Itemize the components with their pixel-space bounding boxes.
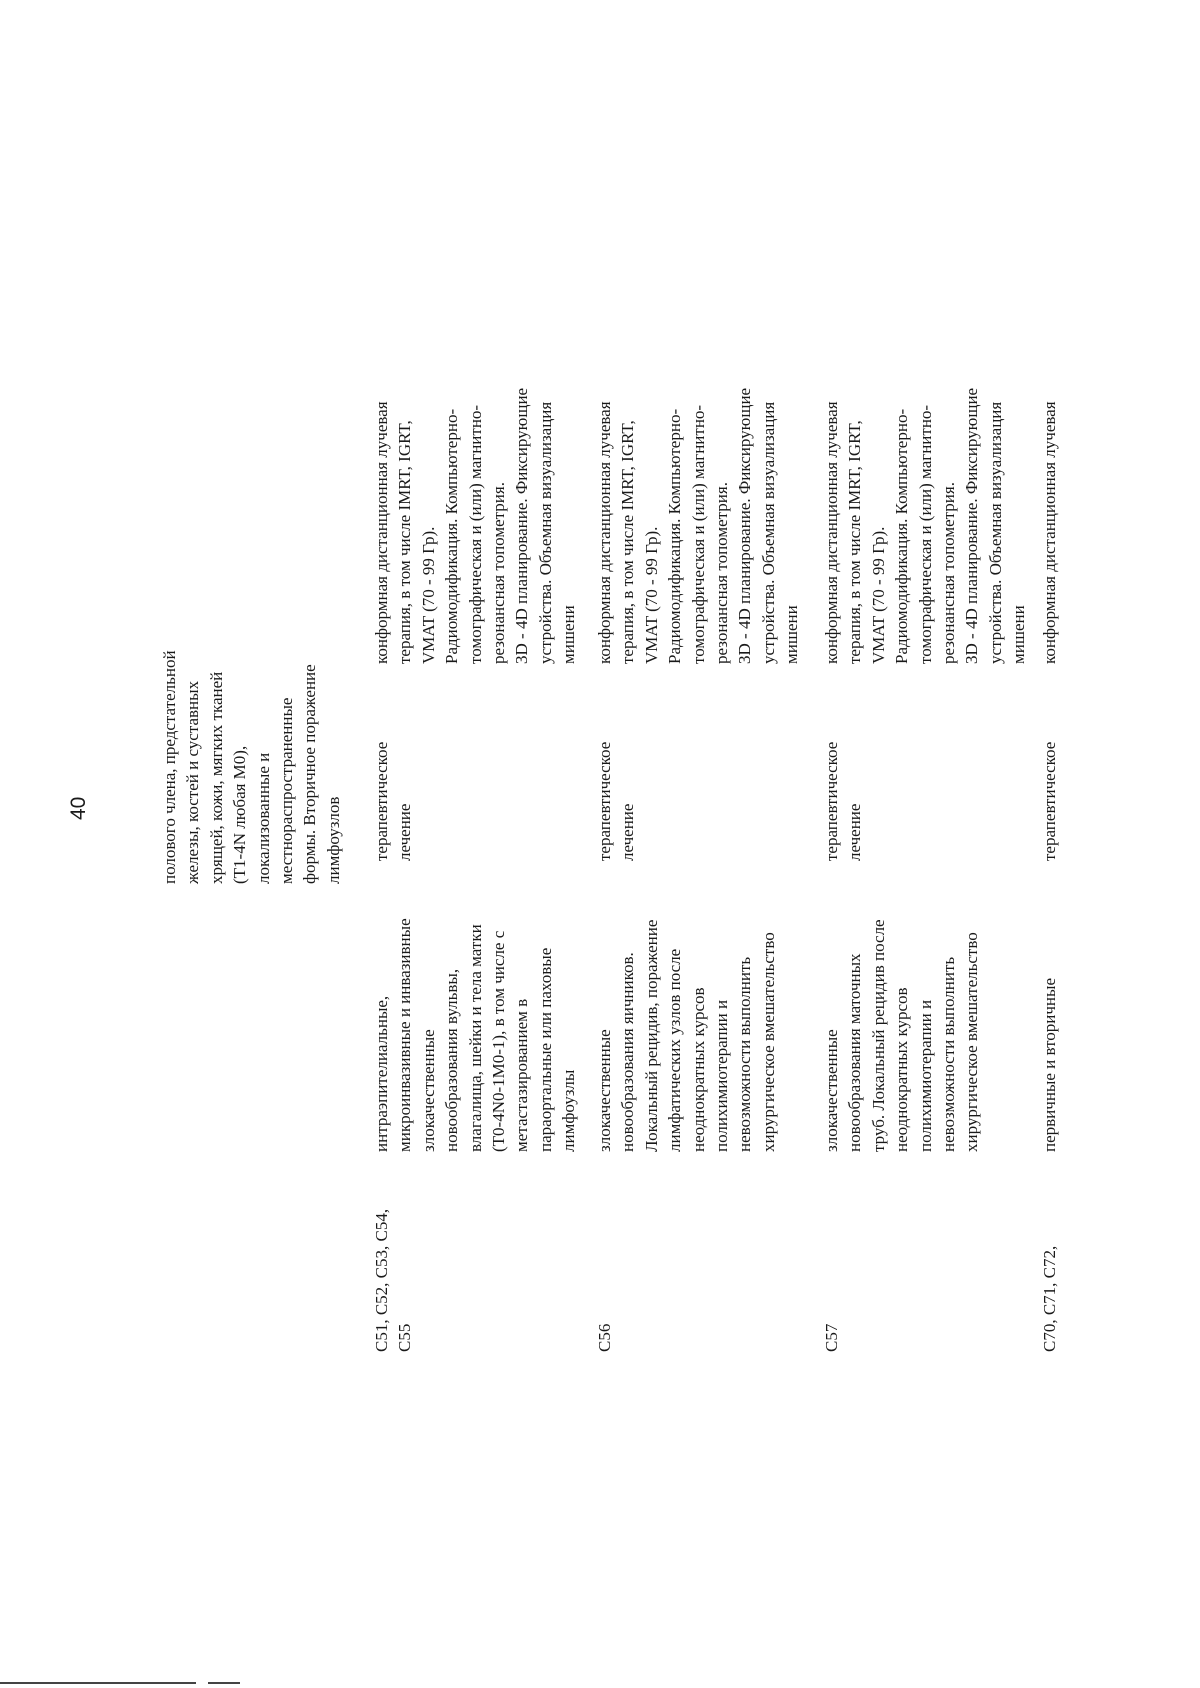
method-cell-4: конформная дистанционная лучевая <box>1040 401 1059 664</box>
method-cell-2: конформная дистанционная лучевая терапия, в том числе IMRT, IGRT, VMAT (70 - 99 Гр). Радиомодификация. Компьютерно- томографическая и (или) магнитно- резонансная топометрия. 3D - 4D планирование. Фиксирующие устройства. Объемная визуализация мишени <box>595 387 802 664</box>
treatment-type-cell-1: терапевтическое лечение <box>372 741 415 861</box>
scan-edge-gap <box>196 1680 208 1686</box>
method-cell-1: конформная дистанционная лучевая терапия, в том числе IMRT, IGRT, VMAT (70 - 99 Гр). Радиомодификация. Компьютерно- томографическая и (или) магнитно- резонансная топометрия. 3D - 4D планирование. Фиксирующие устройства. Объемная визуализация мишени <box>372 387 579 664</box>
treatment-type-cell-4: терапевтическое <box>1040 741 1059 861</box>
diagnosis-cell-3: злокачественные новообразования маточных труб. Локальный рецидив после неоднократных курсов полихимиотерапии и невозможности выполнить хирургическое вмешательство <box>822 919 982 1152</box>
code-cell-4: C70, C71, C72, <box>1040 1245 1059 1352</box>
code-cell-3: C57 <box>822 1323 841 1352</box>
treatment-type-cell-2: терапевтическое лечение <box>595 741 638 861</box>
code-cell-1: C51, C52, C53, C54, C55 <box>372 1208 415 1352</box>
page-number: 40 <box>67 796 90 820</box>
rotated-table <box>158 242 1138 1352</box>
diagnosis-cell-1: интраэпителиальные, микроинвазивные и инвазивные злокачественные новообразования вульвы, влагалища, шейки и тела матки (T0-4N0-1M0-1), в том числе с метастазированием в параортальные или паховые лимфоузлы <box>372 918 579 1152</box>
treatment-type-cell-3: терапевтическое лечение <box>822 741 865 861</box>
method-cell-3: конформная дистанционная лучевая терапия, в том числе IMRT, IGRT, VMAT (70 - 99 Гр). Радиомодификация. Компьютерно- томографическая и (или) магнитно- резонансная топометрия. 3D - 4D планирование. Фиксирующие устройства. Объемная визуализация мишени <box>822 387 1029 664</box>
diagnosis-cell-2: злокачественные новообразования яичников. Локальный рецидив, поражение лимфатических узлов после неоднократных курсов полихимиотерапии и невозможности выполнить хирургическое вмешательство <box>595 919 778 1152</box>
diagnosis-cell-0: полового члена, предстательной железы, костей и суставных хрящей, кожи, мягких тканей (T1-4N любая M0), локализованные и местнораспространенные формы. Вторичное поражение лимфоузлов <box>160 650 343 884</box>
code-cell-2: C56 <box>595 1323 614 1352</box>
diagnosis-cell-4: первичные и вторичные <box>1040 977 1059 1152</box>
